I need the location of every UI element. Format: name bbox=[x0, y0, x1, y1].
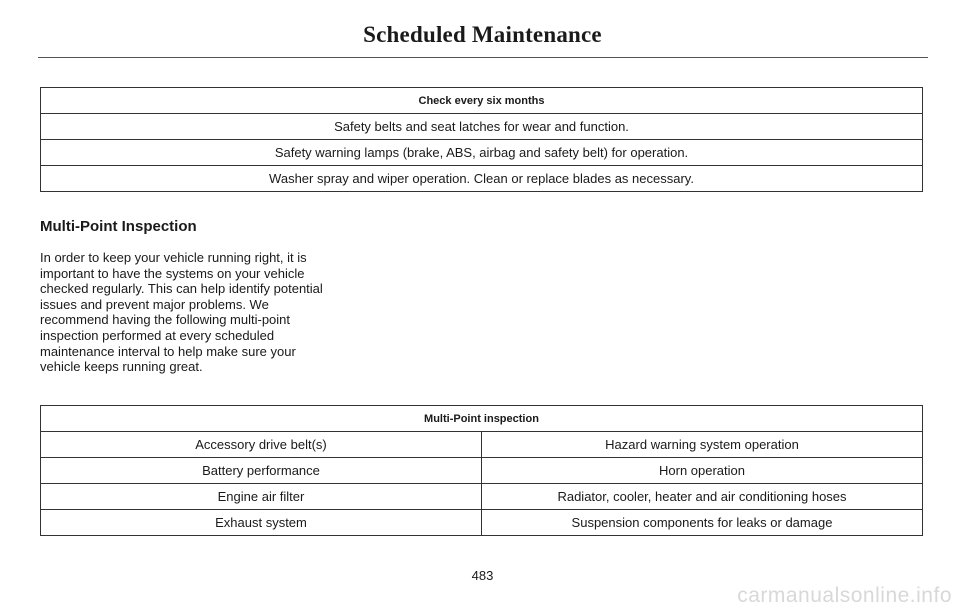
table-row bbox=[41, 166, 923, 192]
table-row bbox=[41, 458, 923, 484]
table-cell: Exhaust system bbox=[41, 510, 482, 536]
table-row bbox=[41, 432, 923, 458]
page-number: 483 bbox=[471, 568, 494, 583]
table-header-row bbox=[41, 406, 923, 432]
watermark: carmanualsonline.info bbox=[737, 584, 952, 607]
table-cell: Radiator, cooler, heater and air conditioning hoses bbox=[482, 484, 923, 510]
section-body: In order to keep your vehicle running right, it is important to have the systems on your vehicle checked regularly. This can help identify potential issues and prevent major problems. We recommend having the following multi-point inspection performed at every scheduled maintenance interval to help make sure your vehicle keeps running great. bbox=[40, 250, 323, 375]
section-heading: Multi-Point Inspection bbox=[40, 218, 197, 235]
table-cell: Suspension components for leaks or damage bbox=[482, 510, 923, 536]
table-cell: Washer spray and wiper operation. Clean or replace blades as necessary. bbox=[41, 166, 923, 192]
table-cell: Battery performance bbox=[41, 458, 482, 484]
six-month-check-table bbox=[40, 87, 923, 192]
table-cell: Accessory drive belt(s) bbox=[41, 432, 482, 458]
header-rule bbox=[38, 57, 928, 58]
table-row bbox=[41, 114, 923, 140]
multi-point-inspection-table bbox=[40, 405, 923, 536]
page-title: Scheduled Maintenance bbox=[363, 22, 602, 47]
table-cell: Safety warning lamps (brake, ABS, airbag and safety belt) for operation. bbox=[41, 140, 923, 166]
table-cell: Hazard warning system operation bbox=[482, 432, 923, 458]
table-row bbox=[41, 484, 923, 510]
table-cell: Horn operation bbox=[482, 458, 923, 484]
table-header-row bbox=[41, 88, 923, 114]
table-cell: Engine air filter bbox=[41, 484, 482, 510]
table-header-cell: Multi-Point inspection bbox=[41, 406, 923, 432]
table-header-cell: Check every six months bbox=[41, 88, 923, 114]
table-row bbox=[41, 140, 923, 166]
table-row bbox=[41, 510, 923, 536]
table-cell: Safety belts and seat latches for wear and function. bbox=[41, 114, 923, 140]
